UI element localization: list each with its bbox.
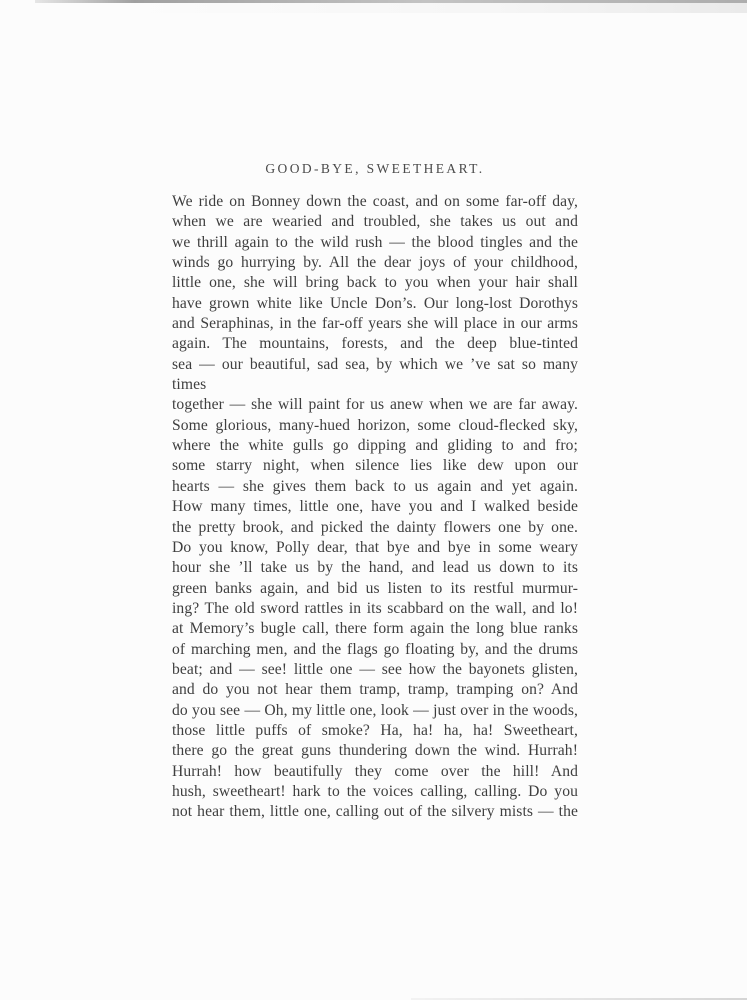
text-line: have grown white like Uncle Don’s. Our long-lost Dorothys [172, 294, 578, 312]
text-line: of marching men, and the flags go floating by, and the drums [172, 640, 578, 658]
text-line: Do you know, Polly dear, that bye and bye in some weary [172, 538, 578, 556]
text-line: those little puffs of smoke? Ha, ha! ha, ha! Sweetheart, [172, 721, 578, 739]
text-line: there go the great guns thundering down the wind. Hurrah! [172, 742, 578, 760]
text-line: We ride on Bonney down the coast, and on some far-off day, [172, 193, 578, 210]
text-line: we thrill again to the wild rush — the blood tingles and the [172, 233, 578, 251]
text-line: How many times, little one, have you and I walked beside [172, 498, 578, 516]
text-line: hearts — she gives them back to us again and yet again. [172, 477, 578, 495]
text-line: winds go hurrying by. All the dear joys of your childhood, [172, 254, 578, 272]
chapter-title: GOOD-BYE, SWEETHEART. [265, 161, 485, 176]
text-line: Hurrah! how beautifully they come over the hill! And [172, 762, 578, 780]
text-line: again. The mountains, forests, and the deep blue-tinted [172, 335, 578, 353]
text-line: sea — our beautiful, sad sea, by which we ’ve sat so many times [172, 355, 578, 394]
text-line: ing? The old sword rattles in its scabbard on the wall, and lo! [172, 599, 578, 617]
body-text [172, 192, 578, 823]
text-line: beat; and — see! little one — see how the bayonets glisten, [172, 660, 578, 678]
text-line: the pretty brook, and picked the dainty flowers one by one. [172, 518, 578, 536]
text-line: and do you not hear them tramp, tramp, tramping on? And [172, 681, 578, 699]
text-line: at Memory’s bugle call, there form again the long blue ranks [172, 620, 578, 638]
text-line: do you see — Oh, my little one, look — just over in the woods, [172, 701, 578, 719]
text-line: where the white gulls go dipping and gliding to and fro; [172, 437, 578, 455]
text-line: Some glorious, many-hued horizon, some cloud-flecked sky, [172, 416, 578, 434]
text-line: together — she will paint for us anew when we are far away. [172, 396, 578, 414]
text-line: hush, sweetheart! hark to the voices calling, calling. Do you [172, 782, 578, 800]
text-line: some starry night, when silence lies like dew upon our [172, 457, 578, 475]
text-line: green banks again, and bid us listen to its restful murmur- [172, 579, 578, 597]
text-line: when we are wearied and troubled, she takes us out and [172, 213, 578, 231]
text-line: little one, she will bring back to you when your hair shall [172, 274, 578, 292]
text-line: hour she ’ll take us by the hand, and lead us down to its [172, 559, 578, 577]
text-line: not hear them, little one, calling out of the silvery mists — the [172, 803, 578, 821]
text-line: and Seraphinas, in the far-off years she will place in our arms [172, 315, 578, 333]
scan-edge-top-noise [120, 3, 747, 13]
